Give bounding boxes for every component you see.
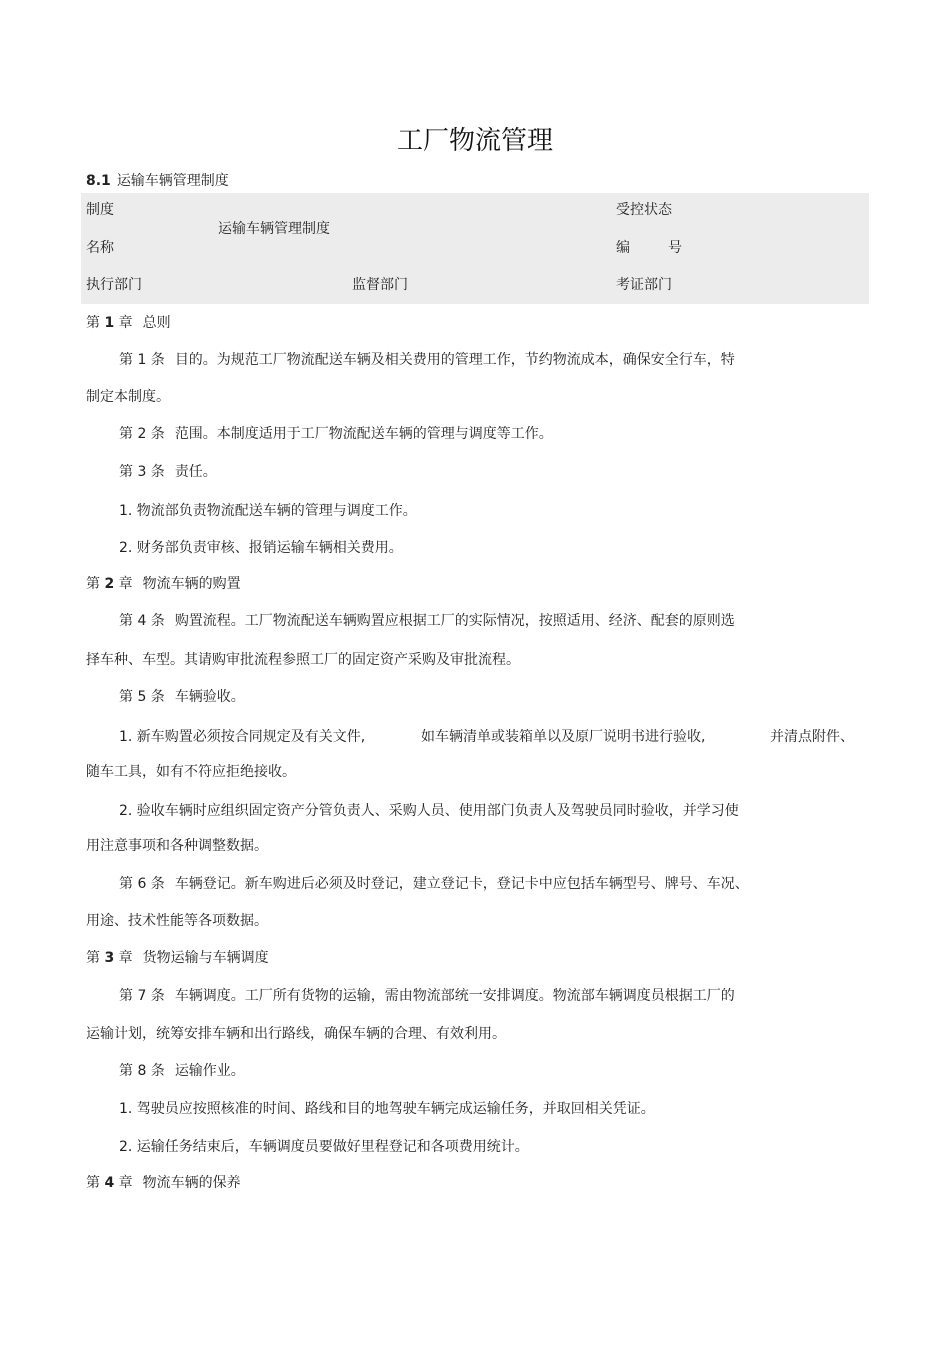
- article-5-item-1-part1: 1. 新车购置必须按合同规定及有关文件,: [119, 729, 366, 745]
- chapter-heading: 第 3 章 货物运输与车辆调度: [86, 950, 269, 966]
- section-title: 运输车辆管理制度: [116, 173, 229, 189]
- article-3: 第 3 条 责任。: [119, 464, 217, 480]
- article-8-item-2: 2. 运输任务结束后，车辆调度员要做好里程登记和各项费用统计。: [119, 1139, 529, 1155]
- chapter-heading: 第 1 章 总则: [86, 315, 171, 331]
- article-5-item-2-line1: 2. 验收车辆时应组织固定资产分管负责人、采购人员、使用部门负责人及驾驶员同时验收，并学习使: [119, 803, 739, 819]
- article-5: 第 5 条 车辆验收。: [119, 689, 245, 705]
- article-5-item-2-line2: 用注意事项和各种调整数据。: [86, 838, 268, 854]
- article-label: 第 2 条: [119, 426, 165, 442]
- article-1-line1: 第 1 条 目的。为规范工厂物流配送车辆及相关费用的管理工作，节约物流成本，确保安全行车，特: [119, 352, 735, 368]
- article-5-item-1-part3: 并清点附件、: [770, 729, 854, 745]
- chapter-heading: 第 2 章 物流车辆的购置: [86, 576, 241, 592]
- supervise-dept-label: 监督部门: [352, 277, 408, 293]
- article-6-line2: 用途、技术性能等各项数据。: [86, 913, 268, 929]
- document-title: 工厂物流管理: [396, 126, 553, 156]
- article-label: 第 7 条: [119, 988, 165, 1004]
- chapter-heading: 第 4 章 物流车辆的保养: [86, 1175, 241, 1191]
- control-status-label: 受控状态: [616, 202, 672, 218]
- article-label: 第 5 条: [119, 689, 165, 705]
- section-heading: [86, 172, 229, 190]
- article-3-item-2: 2. 财务部负责审核、报销运输车辆相关费用。: [119, 540, 403, 556]
- article-label: 第 1 条: [119, 352, 165, 368]
- article-7-line2: 运输计划，统筹安排车辆和出行路线，确保车辆的合理、有效利用。: [86, 1026, 506, 1042]
- article-5-item-1-part2: 如车辆清单或装箱单以及原厂说明书进行验收,: [421, 729, 706, 745]
- number-label-2: 号: [668, 240, 682, 256]
- name-label-1: 制度: [86, 202, 114, 218]
- verify-dept-label: 考证部门: [616, 277, 672, 293]
- article-4-line2: 择车种、车型。其请购审批流程参照工厂的固定资产采购及审批流程。: [86, 652, 520, 668]
- article-7-line1: 第 7 条 车辆调度。工厂所有货物的运输，需由物流部统一安排调度。物流部车辆调度员根据工厂的: [119, 988, 735, 1004]
- article-6-line1: 第 6 条 车辆登记。新车购进后必须及时登记，建立登记卡，登记卡中应包括车辆型号、牌号、车况、: [119, 876, 749, 892]
- article-3-item-1: 1. 物流部负责物流配送车辆的管理与调度工作。: [119, 503, 417, 519]
- article-8-item-1: 1. 驾驶员应按照核准的时间、路线和目的地驾驶车辆完成运输任务，并取回相关凭证。: [119, 1101, 655, 1117]
- article-4-line1: 第 4 条 购置流程。工厂物流配送车辆购置应根据工厂的实际情况，按照适用、经济、配套的原则选: [119, 613, 735, 629]
- section-number: 8.1: [86, 173, 111, 189]
- number-label-1: 编: [616, 240, 630, 256]
- header-table: [81, 193, 869, 304]
- article-label: 第 6 条: [119, 876, 165, 892]
- article-8: 第 8 条 运输作业。: [119, 1063, 245, 1079]
- name-value: 运输车辆管理制度: [218, 221, 330, 237]
- exec-dept-label: 执行部门: [86, 277, 142, 293]
- article-5-item-1-line2: 随车工具，如有不符应拒绝接收。: [86, 764, 296, 780]
- article-label: 第 8 条: [119, 1063, 165, 1079]
- article-label: 第 4 条: [119, 613, 165, 629]
- article-1-line2: 制定本制度。: [86, 389, 170, 405]
- article-label: 第 3 条: [119, 464, 165, 480]
- name-label-2: 名称: [86, 240, 114, 256]
- article-2: 第 2 条 范围。本制度适用于工厂物流配送车辆的管理与调度等工作。: [119, 426, 553, 442]
